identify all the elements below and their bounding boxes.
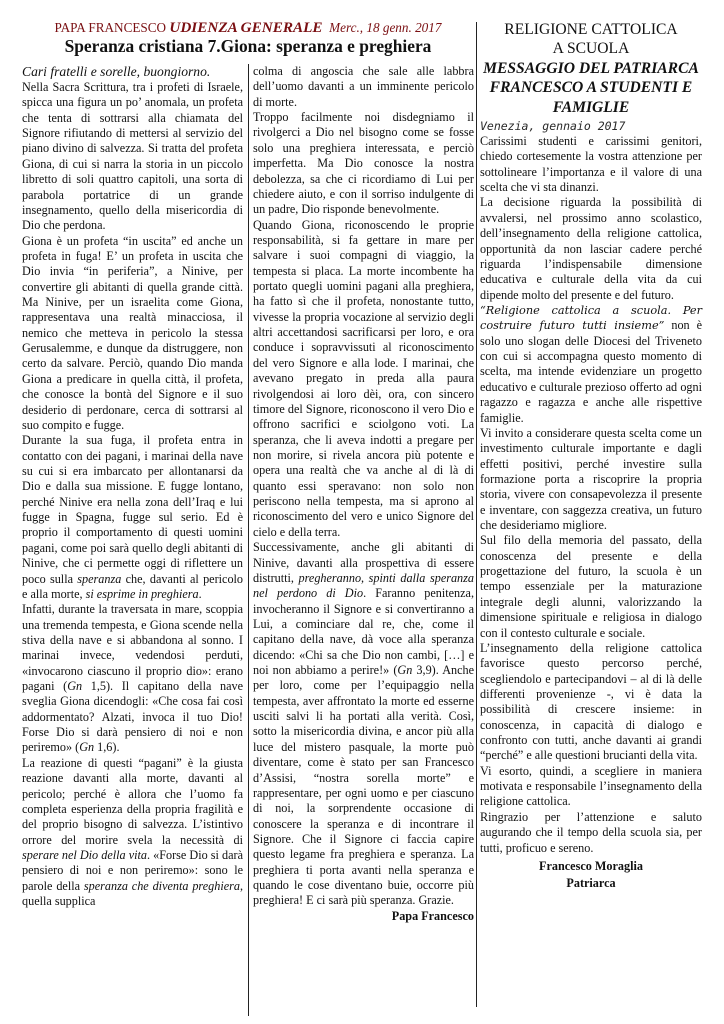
title-line-1: RELIGIONE CATTOLICA xyxy=(504,21,678,38)
paragraph: Carissimi studenti e carissimi genitori, chiedo cortesemente la vostra attenzione per sottolineare l’importanza e il valore di una scelta che vi sta dinanzi. xyxy=(480,134,702,195)
paragraph: Sul filo della memoria del passato, della conoscenza del presente e della progettazione del futuro, la scuola è un tempo essenziale per la maturazione integrale degli alunni, valorizzando la dimensione spirituale e religiosa in dialogo con il contesto culturale e sociale. xyxy=(480,533,702,640)
audience-header xyxy=(22,20,474,35)
signature-title: Patriarca xyxy=(566,875,616,890)
header-date: Merc., 18 genn. 2017 xyxy=(329,20,442,35)
patriarch-message-section xyxy=(480,20,702,892)
column-divider xyxy=(248,64,249,1016)
audience-title: Speranza cristiana 7.Giona: speranza e preghiera xyxy=(64,36,432,56)
paragraph: Quando Giona, riconoscendo le proprie responsabilità, si fa gettare in mare per salvare i suoi compagni di viaggio, la tempesta si placa. La morte incombente ha portato quegli uomini pagani alla preghiera, ha fatto sì che il profeta, nonostante tutto, vivesse la propria vocazione al servizio degli altri accettandosi sacrificarsi per loro, e ora conduce i sopravvissuti al riconoscimento del vero Signore e alla lode. I marinai, che avevano pregato in preda alla paura rivolgendosi ai loro dèi, ora, con sincero timore del Signore, riconoscono il vero Dio e offrono sacrifici e sciolgono voti. La speranza, che li aveva indotti a pregare per non morire, si rivela ancora più potente e opera una realtà che va anche al di là di quanto essi speravano: non solo non periscono nella tempesta, ma si aprono al riconoscimento del vero e unico Signore del cielo e della terra. xyxy=(253,217,474,539)
message-signature xyxy=(480,858,702,892)
paragraph: Giona è un profeta “in uscita” ed anche un profeta in fuga! E’ un profeta in uscita che Dio invia “in periferia”, a Ninive, per convertire gli abitanti di quella grande città. Ma Ninive, per un israelita come Giona, rappresentava una realtà minacciosa, il nemico che metteva in pericolo la stessa Gerusalemme, e dunque da distruggere, non certo da salvare. Perciò, quando Dio manda Giona a predicare in quella città, il profeta, che conosce la bontà del Signore e il suo desiderio di perdonare, cerca di sottrarsi al suo compito e fugge. xyxy=(22,233,243,432)
paragraph: Ringrazio per l’attenzione e saluto augurando che il tempo della scuola sia, per tutti, proficuo e sereno. xyxy=(480,809,702,855)
title-line-2: A SCUOLA xyxy=(552,40,630,58)
title-line-3: MESSAGGIO DEL PATRIARCA FRANCESCO A STUDENTI E FAMIGLIE xyxy=(483,59,699,116)
message-dateline: Venezia, gennaio 2017 xyxy=(480,119,626,134)
signature-name: Francesco Moraglia xyxy=(539,858,643,873)
greeting: Cari fratelli e sorelle, buongiorno. xyxy=(22,64,211,79)
paragraph: colma di angoscia che sale alle labbra dell’uomo davanti a un imminente pericolo di morte. xyxy=(253,64,474,109)
section-divider xyxy=(476,22,477,1007)
paragraph: Troppo facilmente noi disdegniamo il rivolgerci a Dio nel bisogno come se fosse solo una preghiera interessata, e perciò imperfetta. Ma Dio conosce la nostra debolezza, sa che ci ricordiamo di Lui per chiedere aiuto, e con il sorriso indulgente di un padre, Dio risponde benevolmente. xyxy=(253,110,474,217)
message-body xyxy=(480,134,702,856)
article-signature: Papa Francesco xyxy=(391,908,474,923)
paragraph: La decisione riguarda la possibilità di avvalersi, nel prossimo anno scolastico, dell’insegnamento della religione cattolica, opportunità da non lasciar cadere perché riguarda l’indispensabile dimensione educativa e culturale della vita da cui dipende molto del presente e del futuro. xyxy=(480,195,702,302)
paragraph: Durante la sua fuga, il profeta entra in contatto con dei pagani, i marinai della nave su cui si era imbarcato per allontanarsi da Dio e dalla sua missione. E fugge lontano, perché Ninive era nella zona dell’Iraq e lui fugge in Spagna, fugge sul serio. Ed è proprio il comportamento di questi uomini pagani, come poi sarà quello degli abitanti di Ninive, che ci permette oggi di riflettere un poco sulla speranza che, davanti al pericolo e alla morte, si esprime in preghiera. xyxy=(22,433,244,601)
message-title xyxy=(480,20,702,117)
paragraph: Vi invito a considerare questa scelta come un investimento culturale importante e dagli effetti positivi, perché investire sulla formazione porta a riscoprire la propria storia, vivere con consapevolezza il presente e inventare, con saggezza creativa, un futuro che desideriamo migliore. xyxy=(480,425,702,533)
paragraph: “Religione cattolica a scuola. Per costruire futuro tutti insieme” non è solo uno slogan delle Diocesi del Triveneto con cui si accompagna questo momento di scelta, ma intende evidenziare un progetto educativo e culturale prezioso offerto ad ogni ragazzo e ragazza e anche alle rispettive famiglie. xyxy=(480,303,702,425)
article-column-2 xyxy=(253,64,474,924)
article-column-1 xyxy=(22,64,243,909)
paragraph: La reazione di questi “pagani” è la giusta reazione davanti alla morte, davanti al pericolo; perché è allora che l’uomo fa completa esperienza della propria fragilità e del proprio bisogno di salvezza. L’istintivo orrore del morire svela la necessità di sperare nel Dio della vita. «Forse Dio si darà pensiero di noi e non periremo»: sono le parole della speranza che diventa preghiera, quella supplica xyxy=(22,755,243,909)
paragraph: Vi esorto, quindi, a scegliere in maniera motivata e responsabile l’insegnamento della religione cattolica. xyxy=(480,763,702,809)
header-prefix: PAPA FRANCESCO xyxy=(54,20,167,35)
paragraph: Infatti, durante la traversata in mare, scoppia una tremenda tempesta, e Giona scende nella stiva della nave e si abbandona al sonno. I marinai invece, vedendosi perduti, «invocarono ciascuno il proprio dio»: erano pagani (Gn 1,5). Il capitano della nave sveglia Giona dicendogli: «Che cosa fai così addormentato? Alzati, invoca il tuo Dio! Forse Dio si darà pensiero di noi e non periremo» (Gn 1,6). xyxy=(22,602,244,755)
paragraph: Successivamente, anche gli abitanti di Ninive, davanti alla prospettiva di essere distrutti, pregheranno, spinti dalla speranza nel perdono di Dio. Faranno penitenza, invocheranno il Signore e si convertiranno a Lui, a cominciare dal re, che, come il capitano della nave, dà voce alla speranza dicendo: «Chi sa che Dio non cambi, […] e noi non abbiamo a perire!» (Gn 3,9). Anche per loro, come per l’equipaggio nella tempesta, aver affrontato la morte ed esserne usciti salvi li ha portati alla verità. Così, sotto la misericordia divina, e ancor più alla luce del mistero pasquale, la morte può diventare, come è stato per san Francesco d’Assisi, “nostra sorella morte” e rappresentare, per ogni uomo e per ciascuno di noi, la sorprendente occasione di conoscere la speranza e di incontrare il Signore. Che il Signore ci faccia capire questo legame fra preghiera e speranza. La preghiera ti porta avanti nella speranza e quando le cose diventano buie, occorre più preghiera! E ci sarà più speranza. Grazie. xyxy=(253,540,475,908)
audience-section xyxy=(22,19,475,923)
paragraph: Nella Sacra Scrittura, tra i profeti di Israele, spicca una figura un po’ anomala, un profeta che tenta di sottrarsi alla chiamata del Signore rifiutando di mettersi al servizio del piano divino di salvezza. Si tratta del profeta Giona, di cui si narra la storia in un piccolo libretto di soli quattro capitoli, una sorta di parabola portatrice di un grande insegnamento, quello della misericordia di Dio che perdona. xyxy=(22,80,243,233)
paragraph: L’insegnamento della religione cattolica favorisce questo percorso perché, scegliendolo e partecipandovi – al di là delle differenti provenienze -, vi è data la possibilità di crescere insieme: in conoscenza, in capacità di dialogo e confronto con tutti, anche davanti ai grandi “perché” e alle questioni bruciantі della vita. xyxy=(480,640,702,763)
header-event: UDIENZA GENERALE xyxy=(169,19,323,36)
